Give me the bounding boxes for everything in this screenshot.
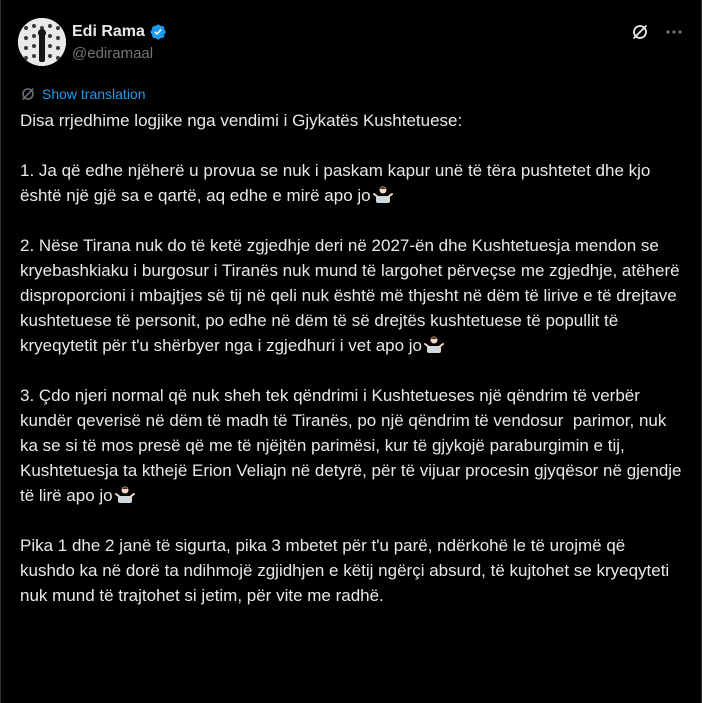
tweet-paragraph-2: 2. Nëse Tirana nuk do të ketë zgjedhje deri në 2027-ën dhe Kushtetuesja mendon se kryebashkiaku i burgosur i Tiranës nuk mund të largohet përveçse me zgjedhje, atëherë disproporcioni i mbajtjes së tij në qeli nuk është më thjesht në dëm të lirive e të drejtave kushtetuese të personit, po edhe në dëm të së drejtës kushtetuese të popullit të kryeqytetit për t'u shërbyer nga i zgjedhuri i vet apo jo: [20, 236, 685, 355]
grok-icon[interactable]: [630, 22, 650, 42]
tweet-header: [18, 18, 684, 68]
person-shrugging-icon: [423, 335, 445, 355]
author-handle[interactable]: @ediramaal: [72, 45, 154, 62]
tweet-paragraph-conclusion: Pika 1 dhe 2 janë të sigurta, pika 3 mbetet për t'u parë, ndërkohë le të urojmë që kushdo ka në dorë ta ndihmojë zgjidhjen e këtij ngërçi absurd, të kujtohet se kryeqyteti nuk mund të trajtohet si jetim, për vite me radhë.: [20, 536, 674, 605]
header-actions: [630, 22, 684, 42]
verified-badge-icon: [149, 23, 167, 41]
show-translation-link[interactable]: [20, 86, 146, 102]
translate-icon: [20, 86, 36, 102]
left-border: [0, 0, 1, 703]
show-translation-label[interactable]: Show translation: [42, 86, 146, 102]
more-icon[interactable]: [664, 22, 684, 42]
person-shrugging-icon: [114, 485, 136, 505]
author-info: [72, 22, 167, 62]
author-name[interactable]: Edi Rama: [72, 23, 145, 40]
tweet-text: [20, 108, 687, 633]
avatar[interactable]: [18, 18, 66, 66]
tweet-paragraph-1: 1. Ja që edhe njëherë u provua se nuk i paskam kapur unë të tëra pushtetet dhe kjo është një gjë sa e qartë, aq edhe e mirë apo jo: [20, 161, 656, 205]
tweet-paragraph-intro: Disa rrjedhime logjike nga vendimi i Gjykatës Kushtetuese:: [20, 111, 463, 130]
person-shrugging-icon: [372, 185, 394, 205]
name-row: [72, 22, 167, 42]
tweet-paragraph-3: 3. Çdo njeri normal që nuk sheh tek qëndrimi i Kushtetueses një qëndrim të verbër kundër qeverisë në dëm të madh të Tiranës, po një qëndrim të vendosur parimor, nuk ka se si të mos presë që me të njëjtën parimësi, kur të gjykojë paraburgimin e tij, Kushtetuesja ta kthejë Erion Veliajn në detyrë, për të vijuar procesin gjyqësor në gjendje të lirë apo jo: [20, 386, 687, 505]
